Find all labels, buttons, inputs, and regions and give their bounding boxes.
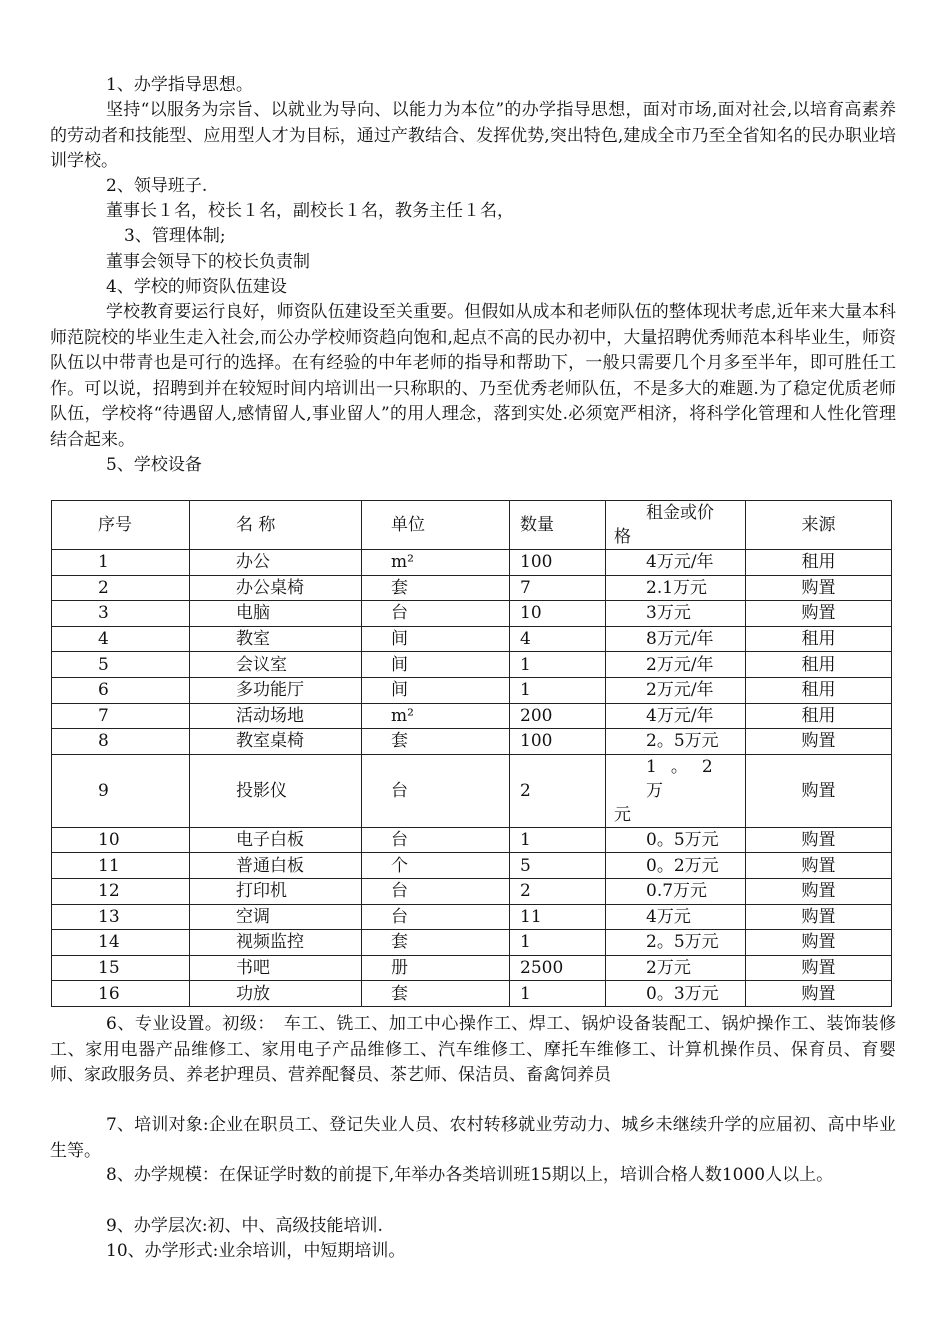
cell-no: 8 [52,729,190,755]
cell-no: 1 [52,550,190,576]
section-2-title: 2、领导班子. [106,176,208,196]
cell-source: 购置 [746,904,892,930]
cell-qty: 1 [510,827,606,853]
header-unit: 单位 [362,501,510,550]
header-name: 名 称 [190,501,362,550]
cell-unit: 台 [362,878,510,904]
cell-price: 4万元/年 [606,703,746,729]
cell-price: 2万元/年 [606,677,746,703]
cell-price: 0.7万元 [606,878,746,904]
cell-source: 购置 [746,827,892,853]
cell-price: 2。5万元 [606,930,746,956]
cell-source: 租用 [746,550,892,576]
cell-qty: 100 [510,729,606,755]
cell-unit: 套 [362,575,510,601]
table-row [52,550,892,576]
cell-unit: 册 [362,955,510,981]
cell-source: 购置 [746,729,892,755]
cell-price: 0。2万元 [606,853,746,879]
cell-qty: 2 [510,754,606,827]
header-source: 来源 [746,501,892,550]
equipment-table [51,500,892,1007]
section-8: 8、办学规模：在保证学时数的前提下,年举办各类培训班15期以上，培训合格人数1000人以上。 [106,1165,834,1185]
cell-price: 2。5万元 [606,729,746,755]
cell-source: 租用 [746,652,892,678]
section-3-title: 3、管理体制; [124,226,226,246]
table-row [52,955,892,981]
table-row [52,626,892,652]
section-5-title: 5、学校设备 [106,455,202,475]
cell-unit: 套 [362,729,510,755]
cell-unit: m² [362,703,510,729]
table-row [52,930,892,956]
header-qty: 数量 [510,501,606,550]
cell-price: 4万元 [606,904,746,930]
cell-qty: 1 [510,677,606,703]
section-6: 6、专业设置。初级： 车工、铣工、加工中心操作工、焊工、锅炉设备装配工、锅炉操作工、装饰装修工、家用电器产品维修工、家用电子产品维修工、汽车维修工、摩托车维修工、计算机操作员、保育员、育婴师、家政服务员、养老护理员、营养配餐员、茶艺师、保洁员、畜禽饲养员 [50,1014,896,1085]
cell-source: 租用 [746,677,892,703]
cell-no: 13 [52,904,190,930]
header-price-line1: 租金或价 [646,503,714,523]
cell-source: 购置 [746,754,892,827]
cell-unit: 套 [362,930,510,956]
table-header-row [52,501,892,550]
header-price [606,501,746,550]
header-price-line2: 格 [614,527,631,547]
cell-qty: 4 [510,626,606,652]
table-row [52,878,892,904]
cell-source: 购置 [746,981,892,1007]
table-row [52,853,892,879]
table-row [52,677,892,703]
cell-no: 6 [52,677,190,703]
cell-price: 8万元/年 [606,626,746,652]
cell-unit: 间 [362,677,510,703]
cell-name: 教室桌椅 [190,729,362,755]
cell-name: 空调 [190,904,362,930]
cell-price: 2万元/年 [606,652,746,678]
cell-qty: 11 [510,904,606,930]
cell-no: 14 [52,930,190,956]
table-row [52,575,892,601]
section-2-body: 董事长１名，校长１名，副校长１名，教务主任１名， [106,201,514,221]
cell-source: 购置 [746,575,892,601]
cell-qty: 2500 [510,955,606,981]
table-row [52,981,892,1007]
cell-name: 普通白板 [190,853,362,879]
table-row [52,601,892,627]
table-row [52,904,892,930]
cell-no: 7 [52,703,190,729]
cell-name: 电子白板 [190,827,362,853]
cell-name: 办公桌椅 [190,575,362,601]
cell-source: 购置 [746,853,892,879]
cell-name: 打印机 [190,878,362,904]
cell-qty: 1 [510,930,606,956]
table-row [52,729,892,755]
table-row [52,754,892,827]
table-row [52,703,892,729]
cell-price-line1: 1。2 万 [646,756,727,801]
cell-name: 多功能厅 [190,677,362,703]
cell-no: 3 [52,601,190,627]
cell-price: 0。3万元 [606,981,746,1007]
cell-unit: 套 [362,981,510,1007]
cell-unit: 台 [362,904,510,930]
cell-source: 购置 [746,955,892,981]
cell-unit: m² [362,550,510,576]
cell-no: 4 [52,626,190,652]
cell-name: 投影仪 [190,754,362,827]
cell-name: 活动场地 [190,703,362,729]
cell-qty: 200 [510,703,606,729]
section-7: 7、培训对象:企业在职员工、登记失业人员、农村转移就业劳动力、城乡未继续升学的应届初、高中毕业生等。 [50,1115,896,1161]
section-3-body: 董事会领导下的校长负责制 [106,252,310,272]
cell-qty: 100 [510,550,606,576]
cell-price: 0。5万元 [606,827,746,853]
cell-name: 视频监控 [190,930,362,956]
cell-unit: 个 [362,853,510,879]
cell-unit: 台 [362,754,510,827]
cell-qty: 5 [510,853,606,879]
cell-unit: 间 [362,652,510,678]
table-row [52,652,892,678]
table-row [52,827,892,853]
section-9: 9、办学层次:初、中、高级技能培训. [106,1216,383,1236]
cell-source: 购置 [746,601,892,627]
section-4-body: 学校教育要运行良好，师资队伍建设至关重要。但假如从成本和老师队伍的整体现状考虑,近年来大量本科师范院校的毕业生走入社会,而公办学校师资趋向饱和,起点不高的民办初中，大量招聘优秀师范本科毕业生，师资队伍以中带青也是可行的选择。在有经验的中年老师的指导和帮助下，一般只需要几个月多至半年，即可胜任工作。可以说，招聘到并在较短时间内培训出一只称职的、乃至优秀老师队伍，不是多大的难题.为了稳定优质老师队伍，学校将“待遇留人,感情留人,事业留人”的用人理念，落到实处.必须宽严相济，将科学化管理和人性化管理结合起来。 [50,302,896,450]
cell-no: 9 [52,754,190,827]
header-no: 序号 [52,501,190,550]
cell-unit: 间 [362,626,510,652]
cell-price: 2万元 [606,955,746,981]
cell-source: 购置 [746,878,892,904]
cell-qty: 10 [510,601,606,627]
cell-name: 教室 [190,626,362,652]
cell-no: 2 [52,575,190,601]
cell-price: 4万元/年 [606,550,746,576]
cell-name: 书吧 [190,955,362,981]
cell-no: 16 [52,981,190,1007]
cell-name: 办公 [190,550,362,576]
cell-qty: 1 [510,981,606,1007]
section-10: 10、办学形式:业余培训，中短期培训。 [106,1241,406,1261]
cell-price: 2.1万元 [606,575,746,601]
section-4-title: 4、学校的师资队伍建设 [106,277,287,297]
cell-name: 电脑 [190,601,362,627]
cell-name: 功放 [190,981,362,1007]
cell-unit: 台 [362,827,510,853]
cell-no: 15 [52,955,190,981]
cell-name: 会议室 [190,652,362,678]
cell-no: 5 [52,652,190,678]
cell-unit: 台 [362,601,510,627]
cell-qty: 1 [510,652,606,678]
cell-qty: 2 [510,878,606,904]
cell-no: 11 [52,853,190,879]
cell-no: 10 [52,827,190,853]
cell-price-line2: 元 [614,804,631,825]
cell-price: 3万元 [606,601,746,627]
section-1-title: 1、办学指导思想。 [106,75,253,95]
section-1-body: 坚持“以服务为宗旨、以就业为导向、以能力为本位”的办学指导思想，面对市场,面对社会,以培育高素养的劳动者和技能型、应用型人才为目标，通过产教结合、发挥优势,突出特色,建成全市乃至全省知名的民办职业培训学校。 [50,100,896,171]
cell-no: 12 [52,878,190,904]
cell-source: 租用 [746,626,892,652]
cell-source: 购置 [746,930,892,956]
cell-source: 租用 [746,703,892,729]
cell-price [606,754,746,827]
cell-qty: 7 [510,575,606,601]
